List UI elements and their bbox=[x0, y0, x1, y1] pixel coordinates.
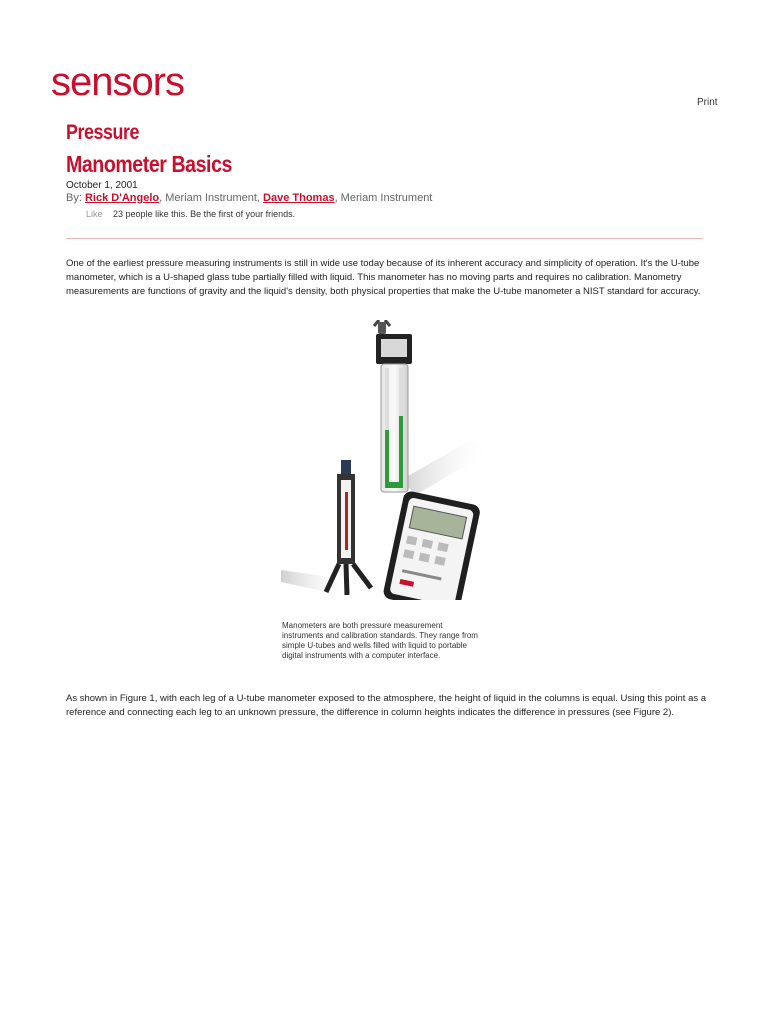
author-org-1: , Meriam Instrument, bbox=[159, 192, 260, 204]
article-title: Manometer Basics bbox=[66, 151, 232, 177]
site-logo[interactable]: sensors bbox=[51, 60, 185, 104]
like-button[interactable]: Like bbox=[86, 209, 103, 219]
author-link-1[interactable]: Rick D'Angelo bbox=[84, 192, 160, 204]
author-link-2[interactable]: Dave Thomas bbox=[263, 192, 335, 204]
byline bbox=[66, 192, 432, 204]
paragraph-1: One of the earliest pressure measuring instruments is still in wide use today because of its inherent accuracy and simplicity of operation. It's the U-tube manometer, which is a U-shaped glass tube partially filled with liquid. This manometer has no moving parts and requires no calibration. Manometry measurements are functions of gravity and the liquid's density, both physical properties that make the U-tube manometer a NIST standard for accuracy. bbox=[66, 258, 701, 297]
manometer-figure-image bbox=[281, 320, 491, 600]
author-org-2: , Meriam Instrument bbox=[334, 192, 433, 204]
figure-caption: Manometers are both pressure measurement instruments and calibration standards. They range from simple U-tubes and wells filled with liquid to portable digital instruments with a computer interface. bbox=[282, 621, 478, 660]
like-bar bbox=[86, 209, 295, 219]
byline-prefix: By: bbox=[66, 192, 82, 204]
print-link[interactable]: Print bbox=[697, 97, 718, 108]
section-label[interactable]: Pressure bbox=[66, 121, 140, 144]
divider bbox=[66, 238, 703, 239]
like-count-text: 23 people like this. Be the first of your friends. bbox=[113, 209, 296, 219]
paragraph-2: As shown in Figure 1, with each leg of a U-tube manometer exposed to the atmosphere, the height of liquid in the columns is equal. Using this point as a reference and connecting each leg to an unknown pressure, the difference in column heights indicates the difference in pressures (see Figure 2). bbox=[66, 693, 707, 718]
article-date: October 1, 2001 bbox=[66, 180, 138, 191]
